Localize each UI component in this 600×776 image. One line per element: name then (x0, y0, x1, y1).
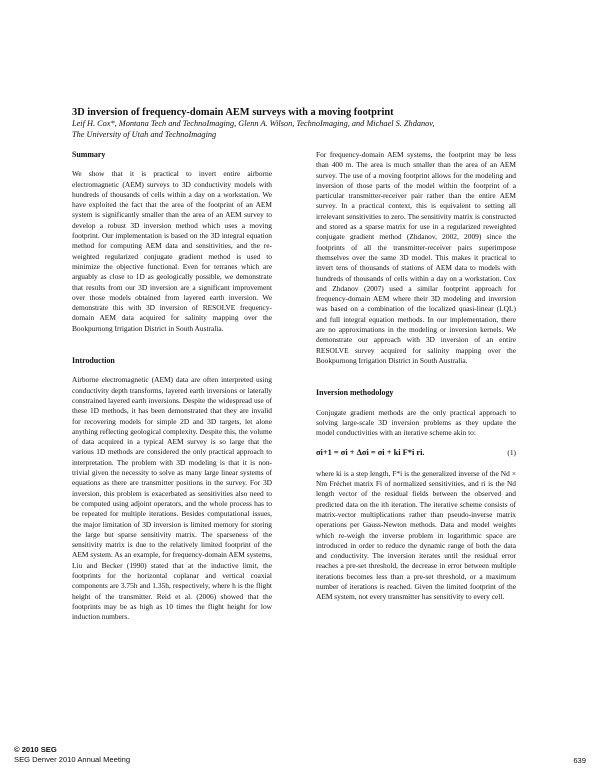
introduction-paragraph: Airborne electromagnetic (AEM) data are often interpreted using conductivity depth transforms, layered earth inversions or laterally constrained layered earth inversions. Despite the widespread use of these 1D methods, it has been demonstrated that they are invalid for recovering models for simple 2D and 3D targets, let alone anything reflecting geological complexity. Despite this, the volume of data acquired in a typical AEM survey is so large that the various 1D methods are considered the only practical approach to interpretation. The problem with 3D modeling is that it is non-trivial given the necessity to solve as many large linear systems of equations as there are transmitter positions in the survey. For 3D inversion, this problem is exacerbated as sensitivities also need to be computed using adjoint operators, and the whole process has to be repeated for multiple iterations. Besides computational issues, the major limitation of 3D inversion is limited memory for storing the large but sparse sensitivity matrix. The sparseness of the sensitivity matrix is due to the relatively limited footprint of the AEM system. As an example, for frequency-domain AEM systems, Liu and Becker (1990) stated that at the inductive limit, the footprints for the horizontal coplanar and vertical coaxial components are 3.75h and 1.35h, respectively, where h is the flight height of the transmitter. Reid et al. (2006) showed that the footprints may be as high as 10 times the flight height for low induction numbers. (72, 375, 272, 622)
equation-number: (1) (507, 448, 516, 458)
footprint-paragraph: For frequency-domain AEM systems, the footprint may be less than 400 m. The area is much smaller than the area of an AEM survey. The use of a moving footprint allows for the modeling and inversion of those parts of the model within the footprint of a particular transmitter-receiver pair rather than the entire AEM survey. In a practical context, this is equivalent to setting all irrelevant sensitivities to zero. The sensitivity matrix is constructed and stored as a sparse matrix for use in a regularized reweighted conjugate gradient method (Zhdanov, 2002, 2009) since the footprints of all the transmitter-receiver pairs superimpose themselves over the same 3D model. This makes it practical to invert tens of thousands of stations of AEM data to models with hundreds of thousands of cells within a day on a workstation. Cox and Zhdanov (2007) used a similar footprint approach for frequency-domain AEM where their 3D modeling and inversion was based on a combination of the localized quasi-linear (LQL) and full integral equation methods. In our implementation, there are no approximations in the modeling or inversion kernels. We demonstrate our approach with 3D inversion of an entire RESOLVE survey acquired for salinity mapping over the Bookpurnong Irrigation District in South Australia. (316, 150, 516, 365)
meeting-name: SEG Denver 2010 Annual Meeting (14, 754, 131, 764)
copyright-notice: © 2010 SEG (14, 745, 57, 754)
summary-heading: Summary (72, 150, 106, 159)
equation-1 (316, 448, 516, 458)
authors-line-1: Leif H. Cox*, Montana Tech and TechnoImaging, Glenn A. Wilson, TechnoImaging, and Michael S. Zhdanov, (72, 119, 435, 128)
author-list (72, 119, 542, 140)
conjugate-gradient-paragraph: Conjugate gradient methods are the only practical approach to solving large-scale 3D inversion problems as they update the model conductivities with an iterative scheme akin to: (316, 407, 516, 438)
footer (14, 745, 130, 764)
introduction-heading: Introduction (72, 356, 115, 366)
iteration-paragraph: where ki is a step length, F*i is the generalized inverse of the Nd × Nm Fréchet matrix Fi of normalized sensitivities, and ri is the Nd length vector of the residual fields between the observed and predicted data on the ith iteration. The iterative scheme consists of matrix-vector multiplications rather than pseudo-inverse matrix operations per Gauss-Newton methods. Data and model weights which re-weigh the inverse problem in logarithmic space are introduced in order to reduce the dynamic range of both the data and conductivity. The inversion iterates until the residual error reaches a pre-set threshold, the decrease in error between multiple iterations becomes less than a pre-set threshold, or a maximum number of iterations is reached. Given the limited footprint of the AEM system, not every transmitter has sensitivity to every cell. (316, 468, 516, 602)
summary-paragraph: We show that it is practical to invert entire airborne electromagnetic (AEM) surveys to 3D conductivity models with hundreds of thousands of cells within a day on a workstation. We have exploited the fact that the area of the footprint of an AEM system is significantly smaller than the area of an AEM survey to develop a robust 3D inversion method which uses a moving footprint. Our implementation is based on the 3D integral equation method for computing AEM data and sensitivities, and the re-weighted regularized conjugate gradient method is used to minimize the objective functional. Even for terranes which are arguably as close to 1D as geologically possible, we demonstrate that results from our 3D inversion are a significant improvement over those models obtained from layered earth inversion. We demonstrate this with 3D inversion of RESOLVE frequency-domain AEM data acquired for salinity mapping over the Bookpurnong Irrigation District in South Australia. (72, 169, 272, 333)
inversion-methodology-heading: Inversion methodology (316, 388, 394, 398)
left-column (72, 150, 272, 632)
paper-title: 3D inversion of frequency-domain AEM surveys with a moving footprint (72, 107, 394, 118)
equation-body: σi+1 = σi + Δσi = σi + ki F*i ri. (316, 448, 425, 458)
right-column (316, 150, 516, 613)
page-number: 639 (573, 756, 586, 765)
authors-line-2: The University of Utah and TechnoImaging (72, 129, 217, 139)
